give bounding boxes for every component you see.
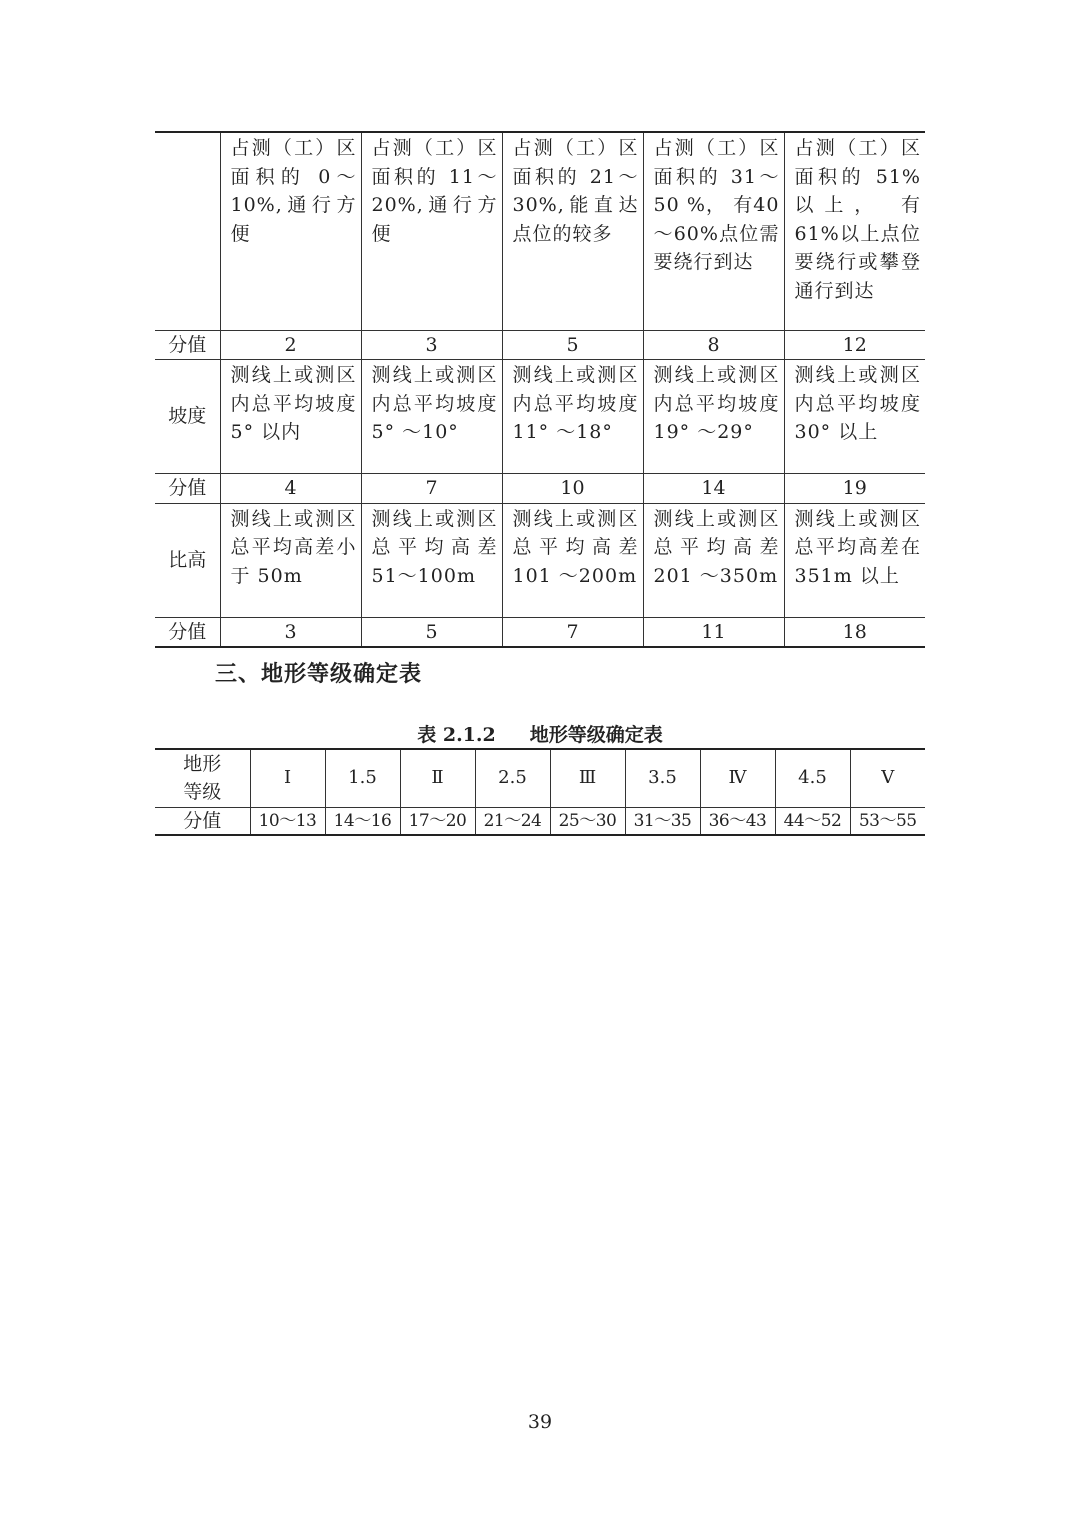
grade-cell: Ⅳ <box>700 749 775 807</box>
table-row <box>155 474 925 504</box>
score-cell: 4 <box>220 474 361 504</box>
table-cell: 测线上或测区总平均高差 101 ～200m <box>502 503 643 617</box>
table-cell: 测线上或测区总平均高差 201 ～350m <box>643 503 784 617</box>
grade-cell: 3.5 <box>625 749 700 807</box>
terrain-grade-table <box>155 748 925 836</box>
score-cell: 11 <box>643 617 784 647</box>
range-cell: 25～30 <box>550 807 625 835</box>
score-cell: 14 <box>643 474 784 504</box>
table-cell: 占测（工）区面积的 21～30%,能直达点位的较多 <box>502 132 643 330</box>
table-cell: 测线上或测区总平均高差在 351m 以上 <box>784 503 925 617</box>
table-cell: 占测（工）区面积的 0～10%,通行方便 <box>220 132 361 330</box>
table-row <box>155 617 925 647</box>
score-cell: 10 <box>502 474 643 504</box>
row-label: 地形等级 <box>155 749 250 807</box>
page-number: 39 <box>527 1411 553 1433</box>
grade-cell: Ⅰ <box>250 749 325 807</box>
score-cell: 18 <box>784 617 925 647</box>
table-cell: 测线上或测区内总平均坡度 19° ～29° <box>643 360 784 474</box>
score-cell: 7 <box>502 617 643 647</box>
range-cell: 10～13 <box>250 807 325 835</box>
table-row <box>155 503 925 617</box>
range-cell: 36～43 <box>700 807 775 835</box>
table-cell: 占测（工）区面积的 11～20%,通行方便 <box>361 132 502 330</box>
range-cell: 21～24 <box>475 807 550 835</box>
range-cell: 31～35 <box>625 807 700 835</box>
table-caption-title: 地形等级确定表 <box>529 724 663 746</box>
range-cell: 17～20 <box>400 807 475 835</box>
table-cell: 占测（工）区面积的 31～50 %， 有40～60%点位需要绕行到达 <box>643 132 784 330</box>
score-cell: 5 <box>502 330 643 360</box>
row-label: 分值 <box>155 807 250 835</box>
table-row <box>155 749 925 807</box>
range-cell: 14～16 <box>325 807 400 835</box>
score-cell: 3 <box>361 330 502 360</box>
table-cell: 测线上或测区内总平均坡度 30° 以上 <box>784 360 925 474</box>
score-cell: 2 <box>220 330 361 360</box>
table-cell: 测线上或测区总平均高差小于 50m <box>220 503 361 617</box>
table-cell: 占测（工）区面积的 51%以上， 有61%以上点位要绕行或攀登通行到达 <box>784 132 925 330</box>
range-cell: 44～52 <box>775 807 850 835</box>
table-cell: 测线上或测区总平均高差 51～100m <box>361 503 502 617</box>
row-label: 分值 <box>155 330 220 360</box>
grade-cell: Ⅴ <box>850 749 925 807</box>
table-row <box>155 360 925 474</box>
table-row <box>155 807 925 835</box>
section-heading: 三、地形等级确定表 <box>215 662 423 687</box>
table-row <box>155 330 925 360</box>
row-label: 比高 <box>155 503 220 617</box>
row-label: 坡度 <box>155 360 220 474</box>
grade-cell: 1.5 <box>325 749 400 807</box>
table-row <box>155 132 925 330</box>
table-caption-number: 表 2.1.2 <box>417 724 496 746</box>
row-label <box>155 132 220 330</box>
terrain-factor-table <box>155 131 925 648</box>
row-label: 分值 <box>155 474 220 504</box>
table-cell: 测线上或测区内总平均坡度 11° ～18° <box>502 360 643 474</box>
range-cell: 53～55 <box>850 807 925 835</box>
grade-cell: Ⅱ <box>400 749 475 807</box>
table-cell: 测线上或测区内总平均坡度 5° ～10° <box>361 360 502 474</box>
score-cell: 7 <box>361 474 502 504</box>
score-cell: 19 <box>784 474 925 504</box>
grade-cell: 2.5 <box>475 749 550 807</box>
table-caption <box>0 720 1080 747</box>
grade-cell: 4.5 <box>775 749 850 807</box>
table-cell: 测线上或测区内总平均坡度 5° 以内 <box>220 360 361 474</box>
score-cell: 8 <box>643 330 784 360</box>
score-cell: 5 <box>361 617 502 647</box>
row-label: 分值 <box>155 617 220 647</box>
grade-cell: Ⅲ <box>550 749 625 807</box>
score-cell: 12 <box>784 330 925 360</box>
score-cell: 3 <box>220 617 361 647</box>
